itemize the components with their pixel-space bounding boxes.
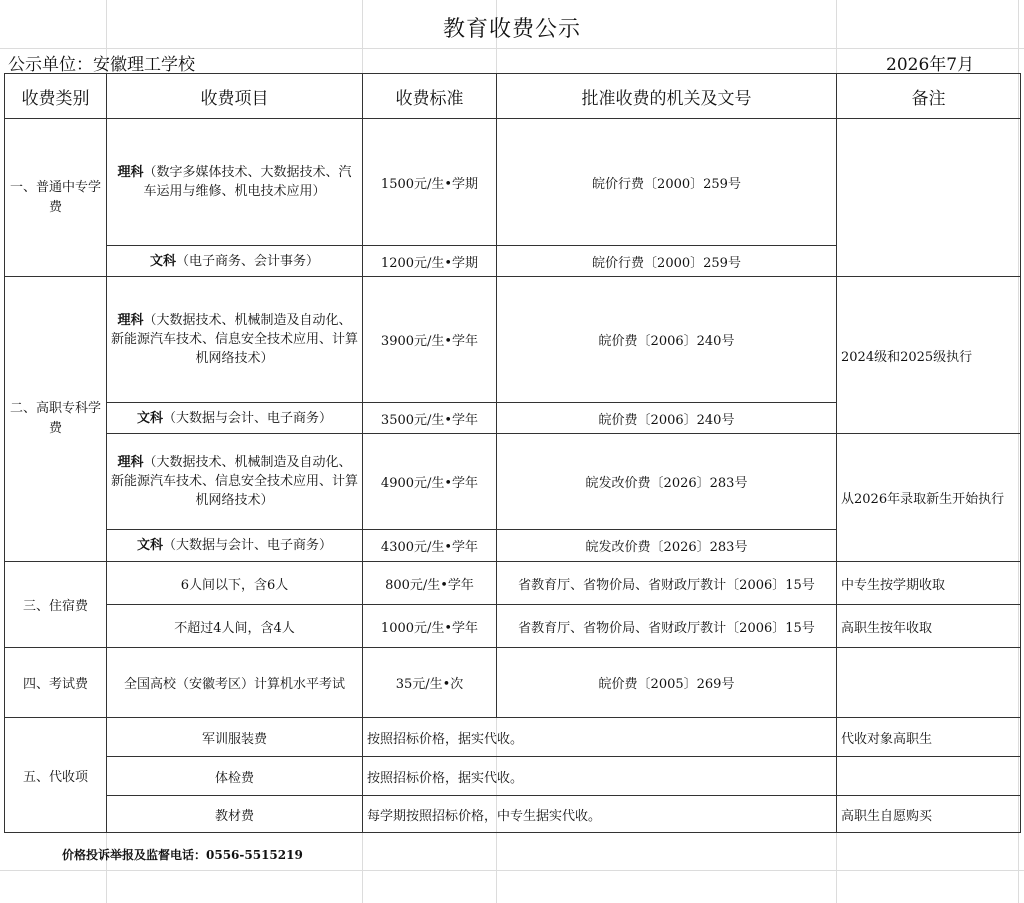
item-bold: 文科 xyxy=(149,253,176,269)
item-cell xyxy=(107,246,363,277)
item-bold: 理科 xyxy=(117,313,144,328)
table-row xyxy=(5,796,1021,833)
item-text: （大数据技术、机械制造及自动化、新能源汽车技术、信息安全技术应用、计算机网络技术） xyxy=(111,455,359,508)
standard-cell: 3900元/生•学年 xyxy=(363,277,497,403)
item-bold: 文科 xyxy=(136,538,163,553)
item-bold: 文科 xyxy=(136,410,163,426)
standard-cell: 4900元/生•学年 xyxy=(363,434,497,530)
table-row xyxy=(5,757,1021,796)
table-row xyxy=(5,562,1021,605)
note-cell: 高职生自愿购买 xyxy=(837,796,1021,833)
authority-cell: 皖发改价费〔2026〕283号 xyxy=(497,530,837,562)
header-item: 收费项目 xyxy=(107,74,363,119)
publish-date: 2026年7月 xyxy=(886,55,975,75)
standard-cell: 800元/生•学年 xyxy=(363,562,497,605)
note-cell: 从2026年录取新生开始执行 xyxy=(837,434,1021,562)
standard-cell: 按照招标价格，据实代收。 xyxy=(363,718,837,757)
item-text: （数字多媒体技术、大数据技术、汽车运用与维修、机电技术应用） xyxy=(143,165,352,199)
header-standard: 收费标准 xyxy=(363,74,497,119)
item-text: （大数据与会计、电子商务） xyxy=(163,410,333,426)
standard-cell: 1500元/生•学期 xyxy=(363,119,497,246)
standard-cell: 35元/生•次 xyxy=(363,648,497,718)
header-note: 备注 xyxy=(837,74,1021,119)
category-cell: 三、住宿费 xyxy=(5,562,107,648)
grid-line xyxy=(0,870,1024,871)
item-cell xyxy=(107,277,363,403)
item-cell: 教材费 xyxy=(107,796,363,833)
complaint-hotline: 价格投诉举报及监督电话：0556-5515219 xyxy=(62,848,303,862)
item-text: （电子商务、会计事务） xyxy=(176,253,320,269)
note-cell xyxy=(837,757,1021,796)
note-cell: 高职生按年收取 xyxy=(837,605,1021,648)
note-cell: 2024级和2025级执行 xyxy=(837,277,1021,434)
item-cell: 全国高校（安徽考区）计算机水平考试 xyxy=(107,648,363,718)
authority-cell: 皖发改价费〔2026〕283号 xyxy=(497,434,837,530)
item-cell: 军训服装费 xyxy=(107,718,363,757)
standard-cell: 每学期按照招标价格，中专生据实代收。 xyxy=(363,796,837,833)
category-cell: 二、高职专科学费 xyxy=(5,277,107,562)
item-cell: 不超过4人间，含4人 xyxy=(107,605,363,648)
item-cell xyxy=(107,434,363,530)
item-cell: 体检费 xyxy=(107,757,363,796)
header-authority: 批准收费的机关及文号 xyxy=(497,74,837,119)
item-cell xyxy=(107,403,363,434)
standard-cell: 1200元/生•学期 xyxy=(363,246,497,277)
category-cell: 一、普通中专学费 xyxy=(5,119,107,277)
note-cell xyxy=(837,119,1021,277)
grid-line xyxy=(0,48,1024,49)
authority-cell: 皖价行费〔2000〕259号 xyxy=(497,119,837,246)
page-title: 教育收费公示 xyxy=(442,17,581,42)
header-category: 收费类别 xyxy=(5,74,107,119)
table-header-row xyxy=(5,74,1021,119)
fee-table xyxy=(4,73,1021,833)
publishing-unit: 公示单位：安徽理工学校 xyxy=(8,55,195,75)
table-row xyxy=(5,119,1021,246)
authority-cell: 皖价费〔2006〕240号 xyxy=(497,277,837,403)
authority-cell: 省教育厅、省物价局、省财政厅教计〔2006〕15号 xyxy=(497,605,837,648)
standard-cell: 1000元/生•学年 xyxy=(363,605,497,648)
authority-cell: 省教育厅、省物价局、省财政厅教计〔2006〕15号 xyxy=(497,562,837,605)
table-row xyxy=(5,718,1021,757)
note-cell: 代收对象高职生 xyxy=(837,718,1021,757)
authority-cell: 皖价行费〔2000〕259号 xyxy=(497,246,837,277)
note-cell xyxy=(837,648,1021,718)
table-row xyxy=(5,605,1021,648)
item-text: （大数据技术、机械制造及自动化、新能源汽车技术、信息安全技术应用、计算机网络技术） xyxy=(111,313,359,366)
standard-cell: 3500元/生•学年 xyxy=(363,403,497,434)
authority-cell: 皖价费〔2006〕240号 xyxy=(497,403,837,434)
standard-cell: 按照招标价格，据实代收。 xyxy=(363,757,837,796)
category-cell: 五、代收项 xyxy=(5,718,107,833)
note-cell: 中专生按学期收取 xyxy=(837,562,1021,605)
item-cell: 6人间以下，含6人 xyxy=(107,562,363,605)
item-bold: 理科 xyxy=(117,455,144,470)
item-cell xyxy=(107,530,363,562)
item-cell xyxy=(107,119,363,246)
item-bold: 理科 xyxy=(117,165,144,180)
authority-cell: 皖价费〔2005〕269号 xyxy=(497,648,837,718)
item-text: （大数据与会计、电子商务） xyxy=(163,538,333,553)
table-row xyxy=(5,434,1021,530)
table-row xyxy=(5,648,1021,718)
standard-cell: 4300元/生•学年 xyxy=(363,530,497,562)
table-row xyxy=(5,277,1021,403)
category-cell: 四、考试费 xyxy=(5,648,107,718)
